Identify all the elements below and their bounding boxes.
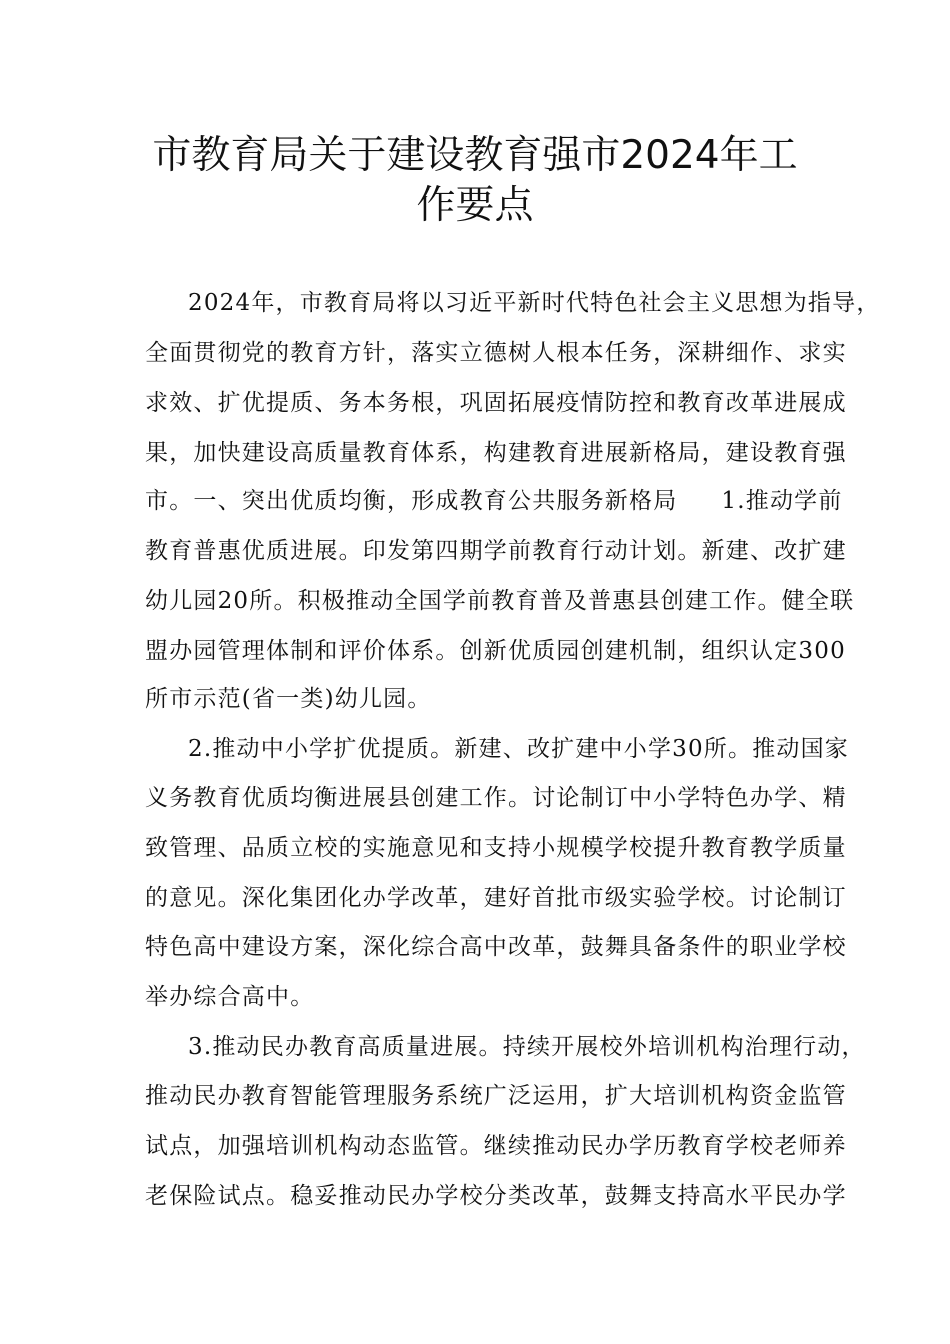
body-line: 试点，加强培训机构动态监管。继续推动民办学历教育学校老师养 bbox=[145, 1133, 847, 1159]
body-line: 2024年，市教育局将以习近平新时代特色社会主义思想为指导， bbox=[188, 290, 881, 316]
body-line: 教育普惠优质进展。印发第四期学前教育行动计划。新建、改扩建 bbox=[145, 538, 847, 564]
body-line: 2.推动中小学扩优提质。新建、改扩建中小学30所。推动国家 bbox=[188, 736, 850, 762]
body-line: 的意见。深化集团化办学改革，建好首批市级实验学校。讨论制订 bbox=[145, 885, 847, 911]
body-line: 幼儿园20所。积极推动全国学前教育普及普惠县创建工作。健全联 bbox=[145, 588, 855, 614]
body-line: 举办综合高中。 bbox=[145, 984, 315, 1010]
body-line-with-heading bbox=[145, 486, 843, 536]
body-line: 盟办园管理体制和评价体系。创新优质园创建机制，组织认定300 bbox=[145, 638, 846, 664]
body-line: 全面贯彻党的教育方针，落实立德树人根本任务，深耕细作、求实 bbox=[145, 340, 847, 366]
body-line: 义务教育优质均衡进展县创建工作。讨论制订中小学特色办学、精 bbox=[145, 785, 847, 811]
body-line: 所市示范(省一类)幼儿园。 bbox=[145, 686, 432, 712]
body-line: 推动民办教育智能管理服务系统广泛运用，扩大培训机构资金监管 bbox=[145, 1083, 847, 1109]
body-line: 求效、扩优提质、务本务根，巩固拓展疫情防控和教育改革进展成 bbox=[145, 390, 847, 416]
body-line: 果，加快建设高质量教育体系，构建教育进展新格局，建设教育强 bbox=[145, 440, 847, 466]
document-title-line-2: 作要点 bbox=[416, 183, 534, 228]
document-title-line-1: 市教育局关于建设教育强市2024年工 bbox=[152, 133, 798, 178]
body-line: 3.推动民办教育高质量进展。持续开展校外培训机构治理行动， bbox=[188, 1034, 866, 1060]
section-heading: 市。一、突出优质均衡，形成教育公共服务新格局 bbox=[145, 488, 678, 514]
item-start: 1.推动学前 bbox=[721, 488, 843, 514]
body-line: 老保险试点。稳妥推动民办学校分类改革，鼓舞支持高水平民办学 bbox=[145, 1183, 847, 1209]
body-line: 致管理、品质立校的实施意见和支持小规模学校提升教育教学质量 bbox=[145, 835, 847, 861]
body-line: 特色高中建设方案，深化综合高中改革，鼓舞具备条件的职业学校 bbox=[145, 934, 847, 960]
